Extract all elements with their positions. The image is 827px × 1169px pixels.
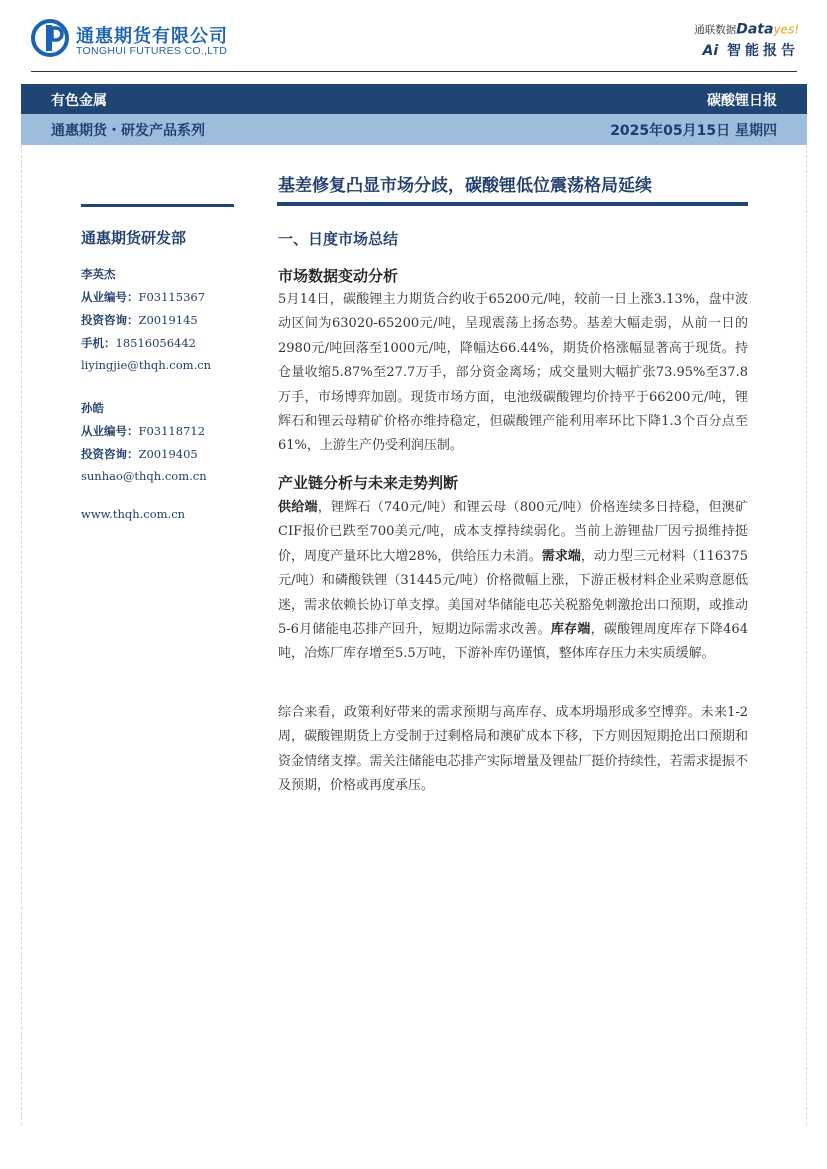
subsection-heading: 产业链分析与未来走势判断 xyxy=(278,474,459,492)
company-name-cn: 通惠期货有限公司 xyxy=(76,26,228,47)
consult-label: 投资咨询： xyxy=(81,313,139,327)
paragraph-industry-chain xyxy=(278,496,748,667)
ai-label: Ai xyxy=(702,43,719,59)
website-link[interactable]: www.thqh.com.cn xyxy=(81,507,186,521)
analyst-name: 孙皓 xyxy=(81,401,104,415)
supply-label: 供给端 xyxy=(278,500,318,515)
supply-text: ，锂辉石（740元/吨）和锂云母（800元/吨）价格连续多日持稳，但澳矿CIF报价已跌至700美元/吨，成本支撑持续弱化。当前上游锂盐厂因亏损维持挺价，周度产量环比大增28%，供给压力未消。 xyxy=(278,500,748,564)
consult-number: Z0019405 xyxy=(138,447,198,461)
company-name-en: TONGHUI FUTURES CO.,LTD xyxy=(76,45,228,57)
consult-number: Z0019145 xyxy=(138,313,198,327)
analyst-email[interactable]: sunhao@thqh.com.cn xyxy=(81,469,207,483)
license-number: F03118712 xyxy=(138,424,206,438)
analyst-consult xyxy=(81,446,198,462)
tonghui-logo xyxy=(31,19,231,59)
datayes-cn: 通联数据 xyxy=(694,24,737,36)
sidebar-divider xyxy=(81,204,234,207)
title-divider xyxy=(277,202,748,206)
license-label: 从业编号： xyxy=(81,424,139,438)
inventory-label: 库存端 xyxy=(550,622,591,638)
demand-label: 需求端 xyxy=(541,548,581,564)
analyst-consult xyxy=(81,312,198,328)
section-heading: 一、日度市场总结 xyxy=(278,230,399,248)
license-label: 从业编号： xyxy=(81,290,139,304)
report-date: 2025年05月15日 星期四 xyxy=(610,123,777,139)
datayes-logo xyxy=(687,19,799,63)
paragraph-conclusion: 综合来看，政策利好带来的需求预期与高库存、成本坍塌形成多空博弈。未来1-2周，碳酸锂期货上方受制于过剩格局和澳矿成本下移，下方则因短期抢出口预期和资金情绪支撑。需关注储能电芯排产实际增量及锂盐厂挺价持续性，若需求提振不及预期，价格或再度承压。 xyxy=(278,705,748,794)
demand-text: ，动力型三元材料（116375元/吨）和磷酸铁锂（31445元/吨）价格微幅上涨，下游正极材料企业采购意愿低迷，需求依赖长协订单支撑。美国对华储能电芯关税豁免刺激抢出口预期，或推动5-6月储能电芯排产回升，短期边际需求改善。 xyxy=(278,548,748,638)
paragraph-market-data: 5月14日，碳酸锂主力期货合约收于65200元/吨，较前一日上涨3.13%，盘中波动区间为63020-65200元/吨，呈现震荡上扬态势。基差大幅走弱，从前一日的2980元/吨回落至1000元/吨，降幅达66.44%，期货价格涨幅显著高于现货。持仓量收缩5.87%至27.7万手，部分资金离场；成交量则大幅扩张73.95%至37.8万手，市场博弈加剧。现货市场方面，电池级碳酸锂均价持平于66200元/吨，锂辉石和锂云母精矿价格亦维持稳定，但碳酸锂产能利用率环比下降1.3个百分点至61%，上游生产仍受利润压制。 xyxy=(278,292,748,454)
category-band xyxy=(21,84,807,114)
page-border-left xyxy=(21,145,22,1125)
report-type-label: 碳酸锂日报 xyxy=(707,93,777,109)
ai-report-label: 智能报告 xyxy=(727,43,799,59)
phone-label: 手机： xyxy=(81,336,116,350)
consult-label: 投资咨询： xyxy=(81,447,139,461)
series-label: 通惠期货・研发产品系列 xyxy=(51,123,205,139)
analyst-email[interactable]: liyingjie@thqh.com.cn xyxy=(81,358,212,372)
series-band xyxy=(21,114,807,145)
analyst-phone xyxy=(81,335,196,351)
datayes-data: Data xyxy=(736,21,774,38)
page-border-right xyxy=(806,145,807,1125)
subsection-heading: 市场数据变动分析 xyxy=(278,267,399,285)
license-number: F03115367 xyxy=(138,290,206,304)
phone-number: 18516056442 xyxy=(115,336,196,350)
report-title: 基差修复凸显市场分歧，碳酸锂低位震荡格局延续 xyxy=(278,176,652,196)
category-label: 有色金属 xyxy=(51,93,107,109)
research-dept: 通惠期货研发部 xyxy=(81,229,187,247)
datayes-yes: yes! xyxy=(773,22,799,37)
inventory-text: ，碳酸锂周度库存下降464吨，冶炼厂库存增至5.5万吨，下游补库仍谨慎，整体库存压力未实质缓解。 xyxy=(278,622,748,662)
analyst-license xyxy=(81,289,205,305)
header-divider xyxy=(31,71,797,72)
analyst-license xyxy=(81,423,205,439)
analyst-name: 李英杰 xyxy=(81,267,116,281)
tonghui-logo-icon xyxy=(31,19,69,57)
